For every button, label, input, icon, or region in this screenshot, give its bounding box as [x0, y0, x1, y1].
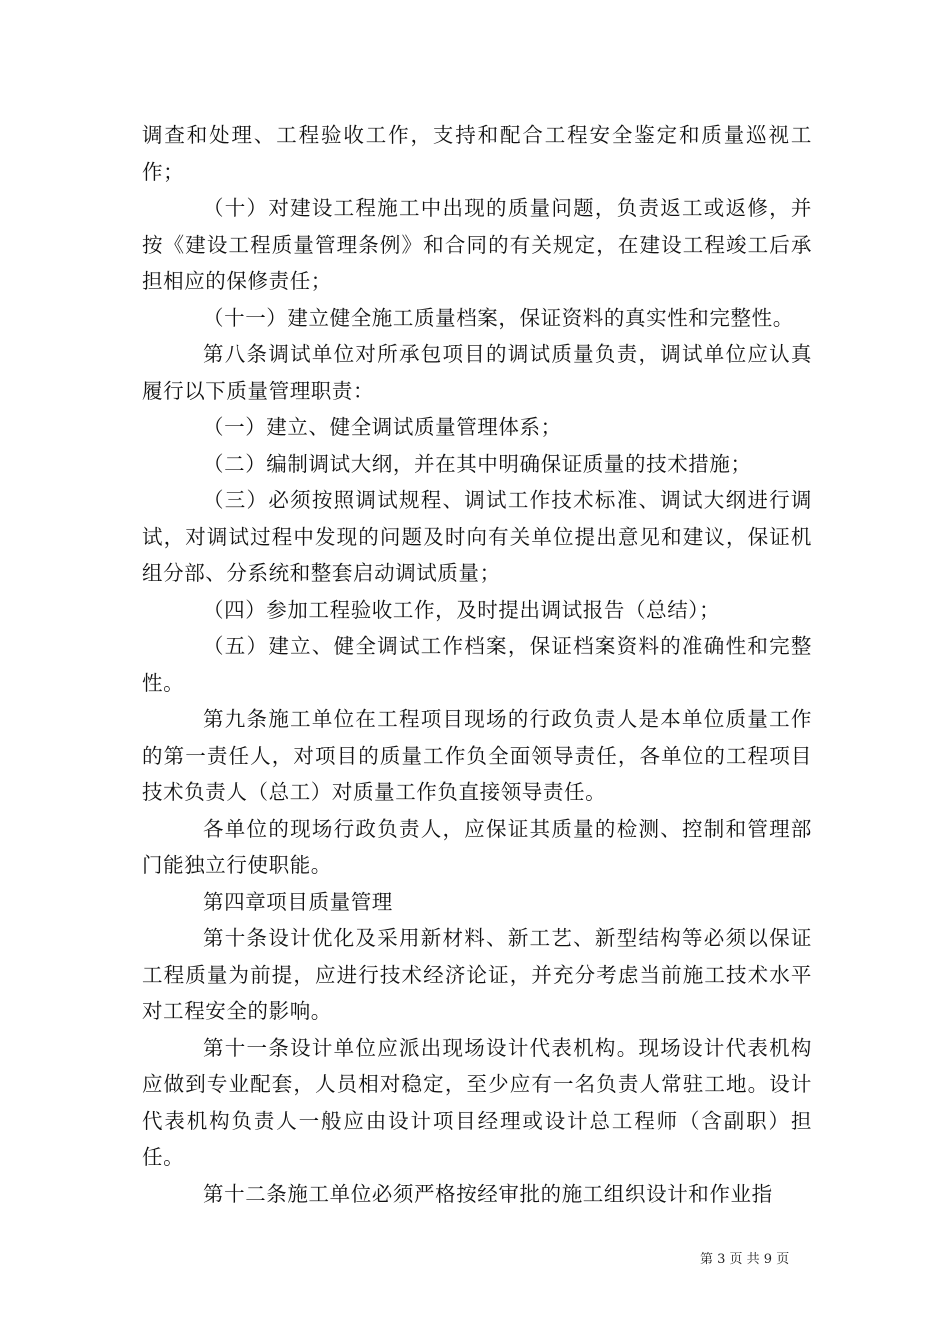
chapter-heading: 第四章项目质量管理 [203, 889, 393, 914]
paragraph: （三）必须按照调试规程、调试工作技术标准、调试大纲进行调试，对调试过程中发现的问题及时向有关单位提出意见和建议，保证机组分部、分系统和整套启动调试质量； [142, 488, 812, 585]
paragraph: （二）编制调试大纲，并在其中明确保证质量的技术措施； [203, 451, 752, 476]
document-body [142, 117, 812, 1212]
paragraph: 第十条设计优化及采用新材料、新工艺、新型结构等必须以保证工程质量为前提，应进行技术经济论证，并充分考虑当前施工技术水平对工程安全的影响。 [142, 926, 812, 1023]
paragraph: 第十一条设计单位应派出现场设计代表机构。现场设计代表机构应做到专业配套，人员相对稳定，至少应有一名负责人常驻工地。设计代表机构负责人一般应由设计项目经理或设计总工程师（含副职）担任。 [142, 1035, 812, 1169]
paragraph: （五）建立、健全调试工作档案，保证档案资料的准确性和完整性。 [142, 634, 812, 695]
paragraph: 各单位的现场行政负责人，应保证其质量的检测、控制和管理部门能独立行使职能。 [142, 816, 812, 877]
paragraph: 调查和处理、工程验收工作，支持和配合工程安全鉴定和质量巡视工作； [142, 123, 812, 184]
paragraph: 第九条施工单位在工程项目现场的行政负责人是本单位质量工作的第一责任人，对项目的质量工作负全面领导责任，各单位的工程项目技术负责人（总工）对质量工作负直接领导责任。 [142, 707, 812, 804]
paragraph: （一）建立、健全调试质量管理体系； [203, 415, 562, 439]
paragraph: （十一）建立健全施工质量档案，保证资料的真实性和完整性。 [203, 305, 794, 330]
paragraph: （四）参加工程验收工作，及时提出调试报告（总结）； [203, 597, 721, 622]
paragraph: 第十二条施工单位必须严格按经审批的施工组织设计和作业指 [203, 1181, 773, 1206]
paragraph: （十）对建设工程施工中出现的质量问题，负责返工或返修，并按《建设工程质量管理条例》和合同的有关规定，在建设工程竣工后承担相应的保修责任； [142, 196, 812, 293]
paragraph: 第八条调试单位对所承包项目的调试质量负责，调试单位应认真履行以下质量管理职责： [142, 342, 812, 403]
page-number-footer: 第 3 页 共 9 页 [700, 1252, 790, 1267]
